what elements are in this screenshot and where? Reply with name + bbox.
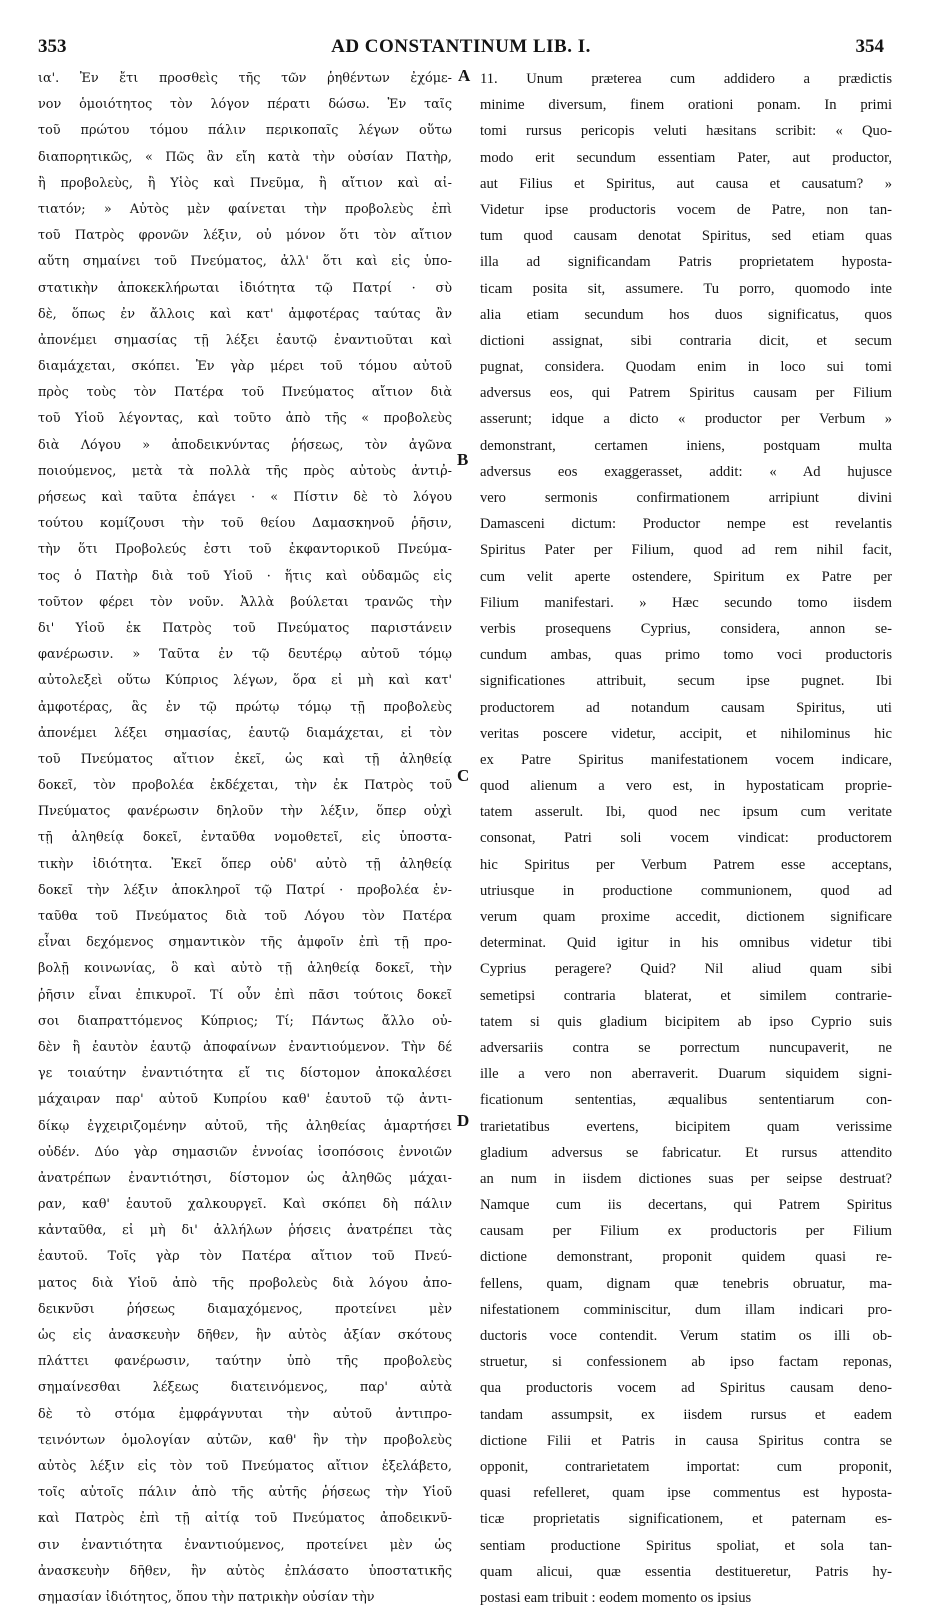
latin-text-line: quod alienum a vero est, in hypostaticam proprie- — [480, 778, 892, 795]
greek-text-line: ματος διὰ Υἱοῦ ἀπὸ τῆς προβολεὺς διὰ λόγου ἀπο- — [38, 1275, 452, 1291]
latin-text-line: ille a vero non aberraverit. Duarum siquidem signi- — [480, 1066, 892, 1083]
greek-text-line: δὲ, ὅπως ἐν ἄλλοις καὶ κατ' ἀμφοτέρας ταύτας ἂν — [38, 306, 452, 322]
greek-text-line: τοῦ Πνεύματος αἴτιον ἐκεῖ, ὡς καὶ τῇ ἀληθείᾳ — [38, 751, 452, 767]
greek-text-line: δι' Υἱοῦ ἐκ Πατρὸς τοῦ Πνεύματος παριστάνειν — [38, 620, 452, 636]
greek-text-line: σιν ἐναντιότητα ἐναντιούμενος, προτείνει μὲν ὡς — [38, 1537, 452, 1553]
greek-text-line: ὡς εἰς ἀνασκευὴν δῆθεν, ἣν αὐτὸς ἀξίαν σκότους — [38, 1328, 452, 1343]
latin-text-line: Damasceni dictum: Productor nempe est revelantis — [480, 516, 892, 533]
greek-text-line: οὐδέν. Δύο γὰρ σημασιῶν ἐννοίας ἰσοπόσοις ἐννοιῶν — [38, 1144, 452, 1160]
latin-text-line: opponit, contrarietatem importat: cum proponit, — [480, 1458, 892, 1475]
latin-text-line: hic Spiritus per Verbum Patrem esse acceptans, — [480, 856, 892, 873]
latin-text-line: fellens, quam, dignam quӕ tenebris obruatur, ma- — [480, 1275, 892, 1292]
greek-text-line: αὐτολεξεὶ οὕτω Κύπριος λέγων, ὅρα εἰ μὴ καὶ κατ' — [38, 673, 452, 689]
latin-text-line: alia etiam secundum hos duos significatus, quos — [480, 306, 892, 323]
latin-text-line: trarietatibus evertens, bicipitem quam verissime — [480, 1118, 892, 1135]
latin-text-line: dictione Filii et Patris in causa Spiritus contra se — [480, 1432, 892, 1449]
greek-text-line: ια'. Ἐν ἔτι προσθεὶς τῆς τῶν ῥηθέντων ἐχόμε- — [38, 71, 452, 86]
greek-text-line: νον ὁμοιότητος τὸν λόγον πέρατι δώσω. Ἐν ταῖς — [38, 97, 452, 113]
greek-text-line: ἀνατρέπων ἐναντιότησι, δίστομον ὡς ἀληθῶς μάχαι- — [38, 1170, 452, 1186]
latin-text-line: ticam posita sit, assumere. Tu porro, quomodo inte — [480, 280, 892, 297]
running-header — [38, 36, 884, 60]
latin-text-line: demonstrant, certamen iniens, postquam multa — [480, 437, 892, 454]
latin-text-line: verum quam proxime accedit, dictionem significare — [480, 909, 892, 925]
greek-text-line: πλάττει φανέρωσιν, ταύτην ὑπὸ τῆς προβολεὺς — [38, 1354, 452, 1370]
greek-text-line: δοκεῖ τὴν λέξιν ἀποκληροῖ τῷ Πατρί · προβολέα ἐν- — [38, 882, 452, 898]
greek-text-line: σοι διαπραττόμενος Κύπριος; Τί; Πάντως ἄλλο οὐ- — [38, 1013, 452, 1029]
latin-text-line: nifestationem comminiscitur, dum illam indicari pro- — [480, 1301, 892, 1318]
margin-marker-a: A — [458, 66, 471, 85]
latin-text-line: tatem asserult. Ibi, quod nec ipsum cum veritate — [480, 804, 892, 821]
latin-text-line: tomi rursus pericopis veluti hӕsitans scribit: « Quo- — [480, 123, 892, 140]
greek-text-line: σημασίαν ἰδιότητος, ὅπου τὴν πατρικὴν οὐσίαν τὴν — [38, 1589, 375, 1605]
greek-text-line: διὰ Λόγου » ἀποδεικνύντας ῥήσεως, τὸν ἀγῶνα — [38, 437, 452, 453]
greek-text-line: τικὴν ἰδιότητα. Ἐκεῖ ὅπερ οὐδ' αὐτὸ τῇ ἀληθείᾳ — [38, 856, 452, 872]
latin-text-line: verbis prosequens Cyprius, considera, annon se- — [480, 620, 892, 637]
latin-text-line: Videtur ipse productoris vocem de Patre, non tan- — [480, 201, 892, 218]
latin-text-line: determinat. Quid igitur in his omnibus videtur tibi — [480, 935, 892, 952]
latin-text-line: an num in iisdem dictiones suas per seipse destruat? — [480, 1170, 892, 1187]
margin-marker-c: C — [457, 766, 470, 785]
latin-text-line: asserunt; idque a dicto « productor per Verbum » — [480, 411, 892, 428]
latin-text-line: Filium manifestari. » Hӕc secundo tomo iisdem — [480, 594, 892, 611]
greek-text-line: ῥῆσιν εἶναι ἐπικυροῖ. Τί οὖν ἐπὶ πᾶσι τούτοις δοκεῖ — [38, 987, 452, 1003]
latin-text-line: sentiam productione Spiritus spoliat, et sola tan- — [480, 1537, 892, 1554]
greek-text-line: ἀνασκευὴν δῆθεν, ἣν αὐτὸς ἐπλάσατο ὑποστατικῆς — [38, 1563, 452, 1579]
greek-text-line: δὲν ἢ ἑαυτὸν ἑαυτῷ ἀποφαίνων ἐναντιούμενον. Τὴν δέ — [38, 1039, 452, 1055]
greek-text-line: ἀπονέμει σημασίας τῇ λέξει ἑαυτῷ ἐναντιοῦται καὶ — [38, 332, 452, 348]
latin-text-line: tum quod causam denotat Spiritus, sed etiam quas — [480, 228, 892, 245]
latin-text-line: dictioni assignat, sibi contraria dicit, et secum — [480, 332, 892, 349]
margin-marker-d: D — [457, 1111, 470, 1130]
latin-text-line: postasi eam tribuit : eodem momento os ipsius — [480, 1589, 752, 1606]
greek-text-line: δοκεῖ, τὸν προβολέα ἐκδέχεται, τὴν ἐκ Πατρὸς τοῦ — [38, 778, 452, 794]
greek-text-line: τοῦτον φέρει τὸν νοῦν. Ἀλλὰ βούλεται τρανῶς τὴν — [38, 594, 452, 610]
greek-text-line: φανέρωσιν. » Ταῦτα ἐν τῷ δευτέρῳ αὐτοῦ τόμῳ — [38, 647, 452, 663]
latin-text-line: significationes attribuit, secum ipse pugnet. Ibi — [480, 673, 892, 690]
greek-text-line: ρήσεως καὶ ταῦτα ἐπάγει · « Πίστιν δὲ τὸ λόγου — [38, 490, 452, 505]
running-title: AD CONSTANTINUM LIB. I. — [331, 36, 591, 57]
page-number-left: 353 — [38, 36, 67, 57]
latin-text-line: veritas poscere videtur, accipit, et nihilominus hic — [480, 725, 892, 742]
greek-text-line: δίκῳ ἐγχειριζομένην αὐτοῦ, τῆς ἀληθείας ἁμαρτήσει — [38, 1118, 452, 1134]
greek-text-line: δεικνῦσι ῥήσεως διαμαχόμενος, προτείνει μὲν — [38, 1301, 452, 1317]
latin-text-line: adversariis contra se porrectum nuncupaverit, ne — [480, 1039, 892, 1056]
greek-text-line: Πνεύματος φανέρωσιν δηλοῦν τὴν λέξιν, ὅπερ οὐχὶ — [38, 804, 452, 820]
greek-text-line: διαπορητικῶς, « Πῶς ἂν εἴη κατὰ τὴν οὐσίαν Πατὴρ, — [38, 149, 452, 165]
latin-text-line: adversus eos, qui Patrem Spiritus causam per Filium — [480, 385, 892, 402]
latin-text-line: ticӕ proprietatis significationem, et paternam es- — [480, 1511, 892, 1528]
latin-text-line: gladium adversus se fabricatur. Et rursus attendito — [480, 1144, 892, 1161]
page-number-right: 354 — [855, 36, 884, 57]
greek-text-line: γε τοιαύτην ἐναντιότητα εἴ τις δίστομον ἀποκαλέσει — [38, 1066, 452, 1082]
latin-text-line: productorem ad notandum causam Spiritus, uti — [480, 699, 892, 716]
greek-text-line: βολῇ κοινωνίας, ὃ καὶ αὐτὸ τῇ ἀληθείᾳ δοκεῖ, τὴν — [38, 961, 452, 977]
latin-text-line: Cyprius peragere? Quid? Nil aliud quam sibi — [480, 961, 892, 978]
latin-text-line: consonat, Patri soli vocem vindicat: productorem — [480, 830, 892, 847]
latin-text-line: vero sermonis confirmationem arripiunt divini — [480, 490, 892, 506]
latin-text-line: causam per Filium ex productoris per Filium — [480, 1223, 892, 1240]
greek-text-line: ταῦθα τοῦ Πνεύματος διὰ τοῦ Λόγου τὸν Πατέρα — [38, 909, 452, 924]
greek-text-line: ἢ προβολεὺς, ἢ Υἱὸς καὶ Πνεῦμα, ἢ αἴτιον καὶ αἰ- — [38, 175, 452, 191]
greek-text-line: τεινόντων ὁμολογίαν αὐτῶν, καθ' ἣν τὴν προβολεὺς — [38, 1432, 452, 1448]
greek-text-line: ἑαυτοῦ. Τοῖς γὰρ τὸν Πατέρα αἴτιον τοῦ Πνεύ- — [38, 1249, 452, 1265]
latin-text-line: cum velit aperte ostendere, Spiritum ex Patre per — [480, 568, 892, 585]
latin-column — [480, 66, 892, 1611]
latin-text-line: Spiritus Pater per Filium, quod ad rem nihil facit, — [480, 542, 892, 559]
greek-text-line: τὴν ὅτι Προβολεύς ἐστι τοῦ ἐκφαντορικοῦ Πνεύμα- — [38, 542, 452, 558]
greek-text-line: δὲ τὸ στόμα ἐμφράγνυται τὴν αὐτοῦ ἀντιπρο- — [38, 1406, 452, 1422]
greek-text-line: ραν, καθ' ἑαυτοῦ χαλκουργεῖ. Καὶ σκόπει δὴ πάλιν — [38, 1197, 452, 1213]
latin-text-line: quam alicui, quӕ essentia destitueretur, Patris hy- — [480, 1563, 892, 1580]
greek-text-line: τοῦ Πατρὸς φρονῶν λέξιν, οὐ μόνον ὅτι τὸν αἴτιον — [38, 228, 452, 244]
greek-text-line: στατικὴν ἀποκεκλήρωται ἰδιότητα τῷ Πατρί · σὺ — [38, 280, 452, 296]
latin-text-line: cundum ambas, quas primo tomo voci productoris — [480, 647, 892, 664]
latin-text-line: tatem si quis gladium bicipitem ab ipso Cyprio suis — [480, 1013, 892, 1030]
latin-text-line: tandam assumpsit, ex iisdem rursus et eadem — [480, 1406, 892, 1423]
latin-text-line: 11. Unum prӕterea cum addidero a prӕdictis — [480, 71, 892, 87]
latin-text-line: pugnat, considera. Quodam enim in loco sui tomi — [480, 359, 892, 376]
greek-text-line: διαμάχεται, σκόπει. Ἐν γὰρ μέρει τοῦ τόμου αὐτοῦ — [38, 359, 452, 375]
latin-text-line: modo erit secundum essentiam Pater, aut productor, — [480, 149, 892, 166]
latin-text-line: struetur, si confessionem ab ipso factam reponas, — [480, 1354, 892, 1371]
greek-text-line: τούτου κομίζουσι τὴν τοῦ θείου Δαμασκηνοῦ ῥῆσιν, — [38, 516, 452, 532]
greek-text-line: τος ὁ Πατὴρ διὰ τοῦ Υἱοῦ · ἥτις καὶ οὐδαμῶς εἰς — [38, 568, 452, 584]
greek-text-line: τῇ ἀληθείᾳ δοκεῖ, ἐνταῦθα νομοθετεῖ, εἰς ὑποστα- — [38, 830, 452, 846]
greek-text-line: σημαίνεσθαι λέξεως διατεινόμενος, παρ' αὐτὰ — [38, 1380, 452, 1396]
greek-text-line: πρὸς τοὺς τὸν Πατέρα τοῦ Πνεύματος αἴτιον διὰ — [38, 385, 452, 401]
latin-text-line: minime diversum, finem orationi ponam. In primi — [480, 97, 892, 114]
greek-text-line: τοῦ Υἱοῦ λέγοντας, καὶ τοῦτο ἀπὸ τῆς « προβολεὺς — [38, 411, 452, 427]
greek-column — [38, 66, 452, 1611]
latin-text-line: qua productoris vocem ad Spiritus causam deno- — [480, 1380, 892, 1397]
latin-text-line: Namque cum iis decertans, qui Patrem Spiritus — [480, 1197, 892, 1214]
latin-text-line: ficationum sententias, ӕqualibus sententiarum con- — [480, 1092, 892, 1109]
latin-text-line: quasi refelleret, quam ipse commentus est hyposta- — [480, 1485, 892, 1502]
greek-text-line: τοῦ πρώτου τόμου πάλιν περικοπαῖς λέγων οὕτω — [38, 123, 452, 139]
greek-text-line: ἀπονέμει λέξει σημασίας, ἑαυτῷ διαμάχεται, εἰ τὸν — [38, 725, 452, 741]
latin-text-line: dictione demonstrant, proponit quidem quasi re- — [480, 1249, 892, 1266]
greek-text-line: μάχαιραν παρ' αὐτοῦ Κυπρίου καθ' ἑαυτοῦ τῷ ἀντι- — [38, 1092, 452, 1108]
latin-text-line: semetipsi contraria blaterat, et similem contrarie- — [480, 987, 892, 1004]
greek-text-line: τιατόν; » Αὐτὸς μὲν φαίνεται τὴν προβολεὺς ἐπὶ — [38, 201, 452, 217]
latin-text-line: utriusque in productione communionem, quod ad — [480, 882, 892, 899]
greek-text-line: καὶ Πατρὸς ἐπὶ τῇ αἰτίᾳ τοῦ Πνεύματος ἀποδεικνῦ- — [38, 1511, 452, 1527]
latin-text-line: ex Patre Spiritus manifestationem vocem indicare, — [480, 751, 892, 768]
margin-marker-b: B — [457, 450, 469, 469]
greek-text-line: αὐτὸς λέξιν εἰς τὸν τοῦ Πνεύματος αἴτιον ἐξελάβετο, — [38, 1458, 452, 1474]
latin-text-line: ductoris voce contendit. Verum statim os illi ob- — [480, 1328, 892, 1344]
greek-text-line: ποιούμενος, μετὰ τὰ πολλὰ τῆς πρὸς αὐτοὺς ἀντιῤ- — [38, 463, 452, 479]
latin-text-line: adversus eos exaggerasset, addit: « Ad hujusce — [480, 463, 892, 480]
latin-text-line: aut Filius et Spiritus, aut causa et causatum? » — [480, 175, 892, 192]
greek-text-line: τοῖς αὐτοῖς πάλιν ἀπὸ τῆς αὐτῆς ῥήσεως τὴν Υἱοῦ — [38, 1485, 452, 1501]
latin-text-line: illa ad significandam Patris proprietatem hyposta- — [480, 254, 892, 271]
greek-text-line: αὕτη σημαίνει τοῦ Πνεύματος, ἀλλ' ὅτι καὶ εἰς ὑπο- — [38, 254, 452, 270]
greek-text-line: κἀνταῦθα, εἰ μὴ δι' ἀλλήλων ῥήσεις ἀνατρέπει τὰς — [38, 1223, 452, 1239]
greek-text-line: ἀμφοτέρας, ἃς ἐν τῷ πρώτῳ τόμῳ τῇ προβολεὺς — [38, 699, 452, 715]
greek-text-line: εἶναι δεχόμενος σημαντικὸν τῆς ἀμφοῖν ἐπὶ τῇ προ- — [38, 935, 452, 951]
